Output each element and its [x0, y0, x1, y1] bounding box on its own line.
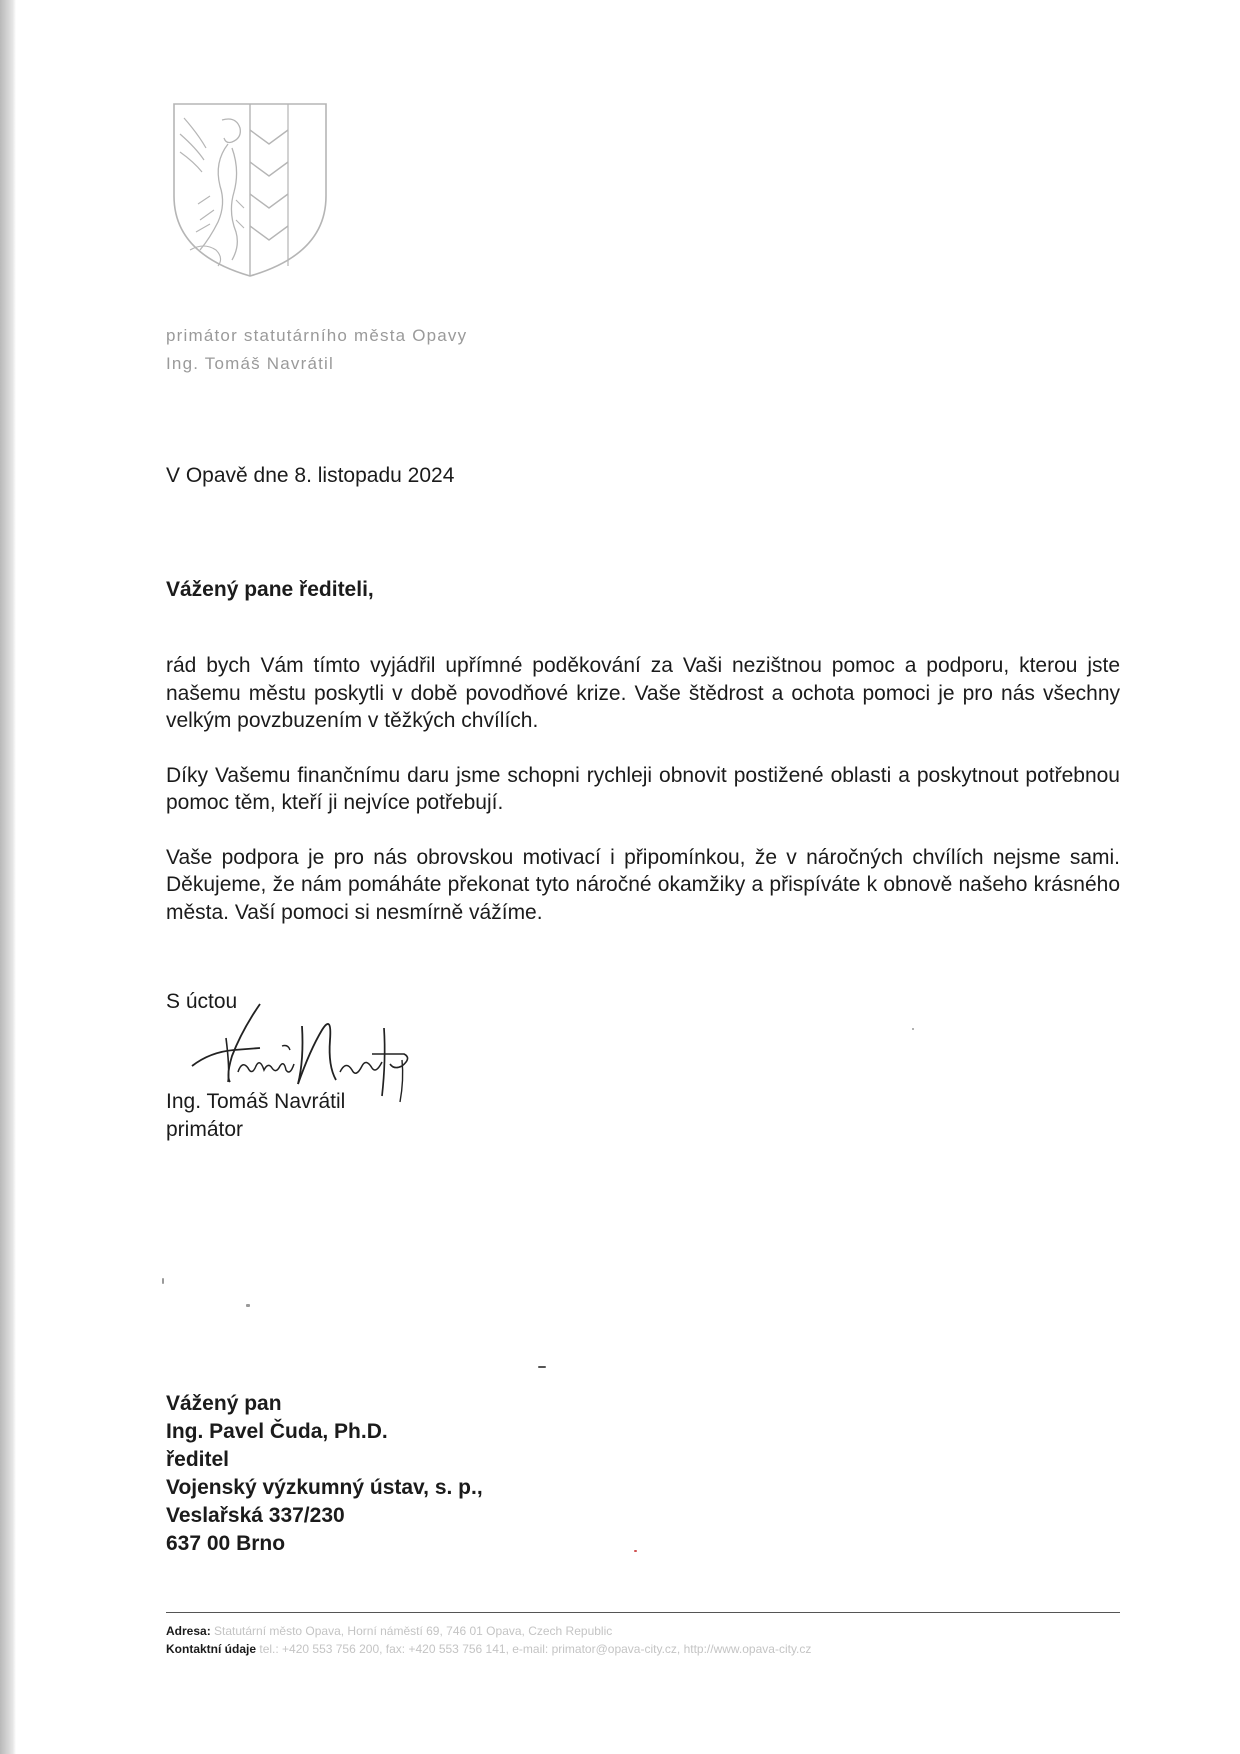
recipient-city: 637 00 Brno	[166, 1532, 286, 1555]
signer-name: Ing. Tomáš Navrátil	[166, 1090, 346, 1113]
signer-block	[166, 1088, 345, 1144]
closing: S úctou	[166, 990, 238, 1013]
letterhead-office: primátor statutárního města Opavy	[166, 326, 468, 345]
body-paragraph: Díky Vašemu finančnímu daru jsme schopni rychleji obnovit postižené oblasti a poskytnout potřebnou pomoc těm, kteří ji nejvíce potřebují.	[166, 763, 1120, 814]
salutation: Vážený pane řediteli,	[166, 578, 374, 601]
letterhead-name: Ing. Tomáš Navrátil	[166, 354, 334, 373]
footer-address-label: Adresa:	[166, 1624, 211, 1638]
footer-address-value: Statutární město Opava, Horní náměstí 69, 746 01 Opava, Czech Republic	[214, 1624, 613, 1638]
recipient-address	[166, 1390, 483, 1558]
recipient-street: Veslařská 337/230	[166, 1504, 345, 1527]
recipient-greeting: Vážený pan	[166, 1392, 282, 1415]
scan-edge	[0, 0, 16, 1754]
recipient-organization: Vojenský výzkumný ústav, s. p.,	[166, 1476, 483, 1499]
letter-body	[166, 652, 1120, 953]
scan-speck	[912, 1028, 914, 1030]
recipient-title: ředitel	[166, 1448, 230, 1471]
footer-divider	[166, 1612, 1120, 1613]
footer	[166, 1622, 811, 1658]
recipient-name: Ing. Pavel Čuda, Ph.D.	[166, 1420, 388, 1443]
body-paragraph: rád bych Vám tímto vyjádřil upřímné poděkování za Vaši nezištnou pomoc a podporu, kterou jste našemu městu poskytli v době povodňové krize. Vaše štědrost a ochota pomoci je pro nás všechny velkým povzbuzením v těžkých chvílích.	[166, 654, 1120, 732]
letterhead	[166, 322, 467, 378]
opava-coat-of-arms-icon	[170, 100, 330, 280]
signer-title: primátor	[166, 1118, 244, 1141]
footer-contact-value: tel.: +420 553 756 200, fax: +420 553 756 141, e-mail: primator@opava-city.cz, http://www.opava-city.cz	[259, 1642, 812, 1656]
footer-contact-label: Kontaktní údaje	[166, 1642, 257, 1656]
scan-speck	[162, 1278, 164, 1284]
scan-speck	[634, 1550, 637, 1552]
body-paragraph: Vaše podpora je pro nás obrovskou motivací i připomínkou, že v náročných chvílích nejsme sami. Děkujeme, že nám pomáháte překonat tyto náročné okamžiky a přispíváte k obnově našeho krásného města. Vaší pomoci si nesmírně vážíme.	[166, 845, 1120, 924]
scan-speck	[246, 1304, 250, 1307]
letter-date: V Opavě dne 8. listopadu 2024	[166, 464, 455, 487]
scan-speck	[538, 1366, 546, 1368]
